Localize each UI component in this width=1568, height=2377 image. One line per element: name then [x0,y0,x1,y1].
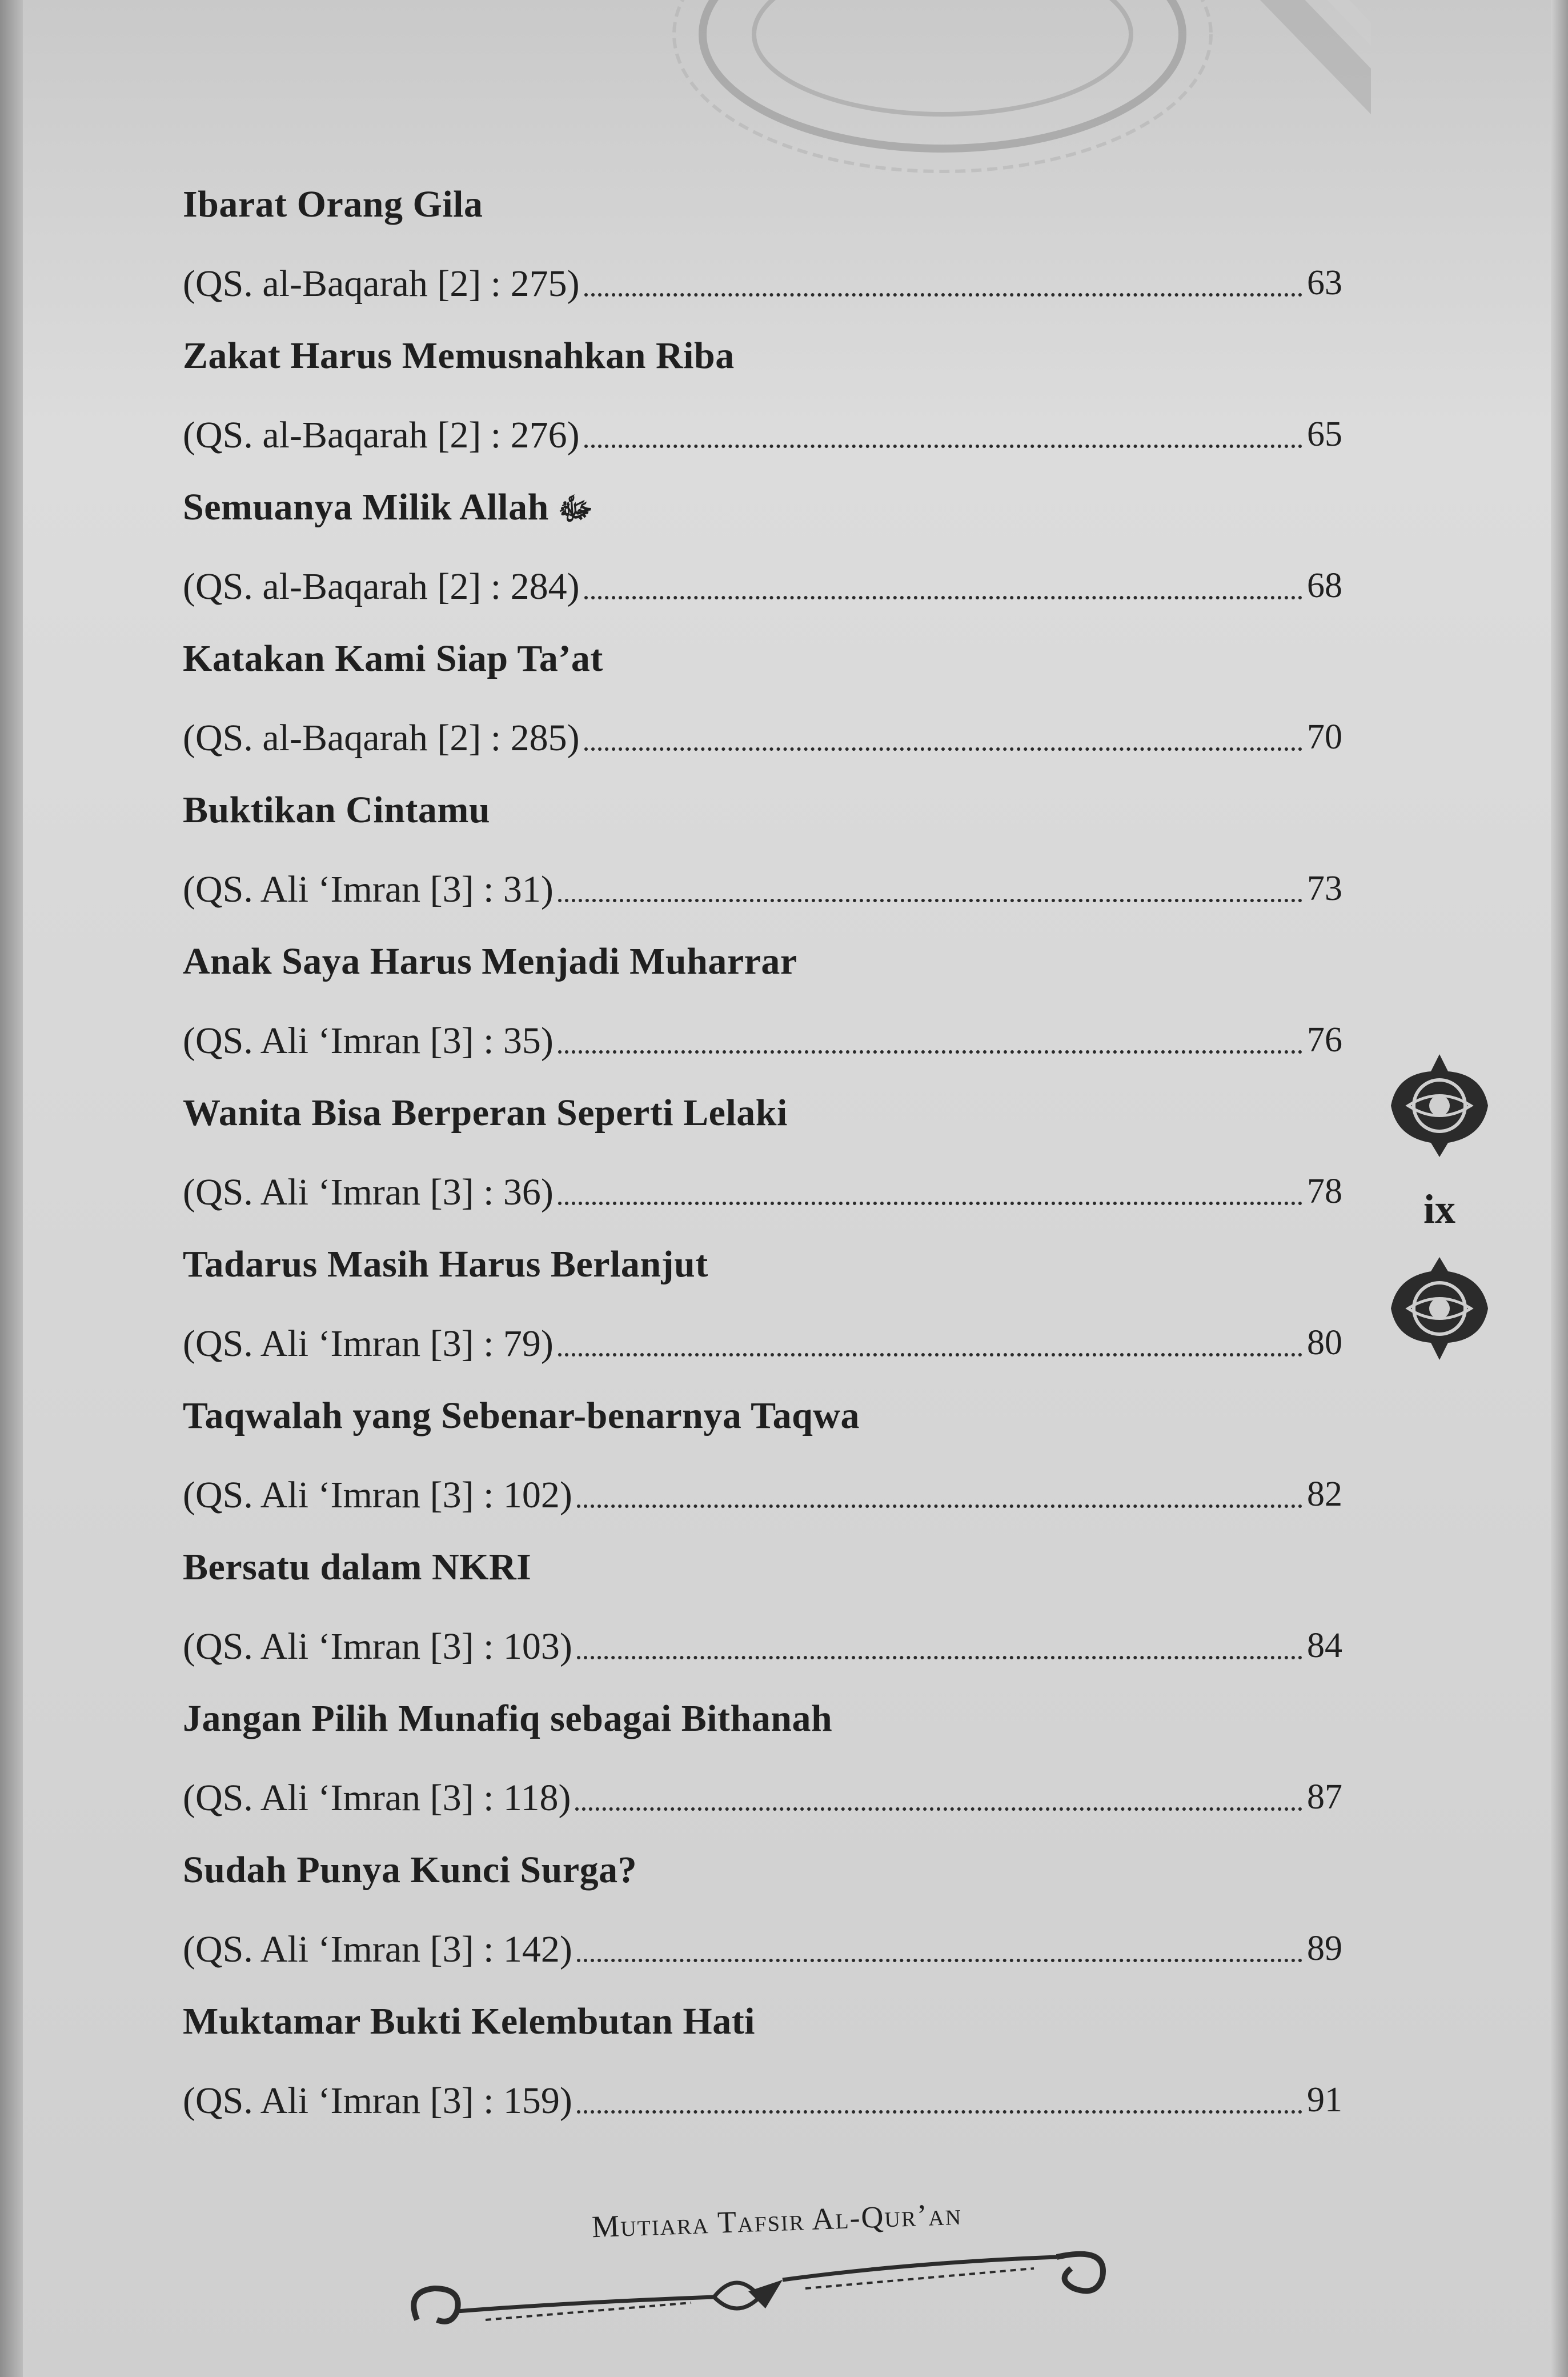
toc-entry-title-text: Ibarat Orang Gila [183,183,483,225]
running-footer-title: Mutiara Tafsir Al-Qur’an [591,2196,963,2244]
toc-entry-line [183,1768,1342,1820]
toc-entry-page-number: 91 [1307,2080,1342,2119]
toc-entry-reference: (QS. al-Baqarah [2] : 275) [183,263,580,305]
dot-leader [584,444,1302,448]
toc-entry [183,1394,1342,1546]
toc-entry-title [183,1697,832,1740]
toc-entry-title [183,789,490,832]
toc-entry-page-number: 63 [1307,263,1342,302]
toc-entry-line [183,1314,1342,1366]
toc-entry [183,2000,1342,2151]
toc-entry-title-text: Muktamar Bukti Kelembutan Hati [183,2000,756,2042]
toc-entry-title [183,1091,788,1135]
toc-entry-line [183,2071,1342,2123]
toc-entry-title-text: Semuanya Milik Allah [183,486,549,528]
toc-entry-title [183,1848,637,1892]
toc-entry-title-text: Tadarus Masih Harus Berlanjut [183,1243,708,1285]
toc-entry-title-text: Jangan Pilih Munafiq sebagai Bithanah [183,1698,833,1739]
toc-entry [183,1091,1342,1243]
toc-entry-title-text: Wanita Bisa Berperan Seperti Lelaki [183,1092,788,1134]
toc-entry-title [183,486,593,535]
page-right-edge [1551,0,1568,2377]
dot-leader [584,747,1302,751]
toc-entry-line [183,709,1342,760]
toc-entry-reference: (QS. Ali ‘Imran [3] : 31) [183,869,554,910]
toc-entry-line [183,1617,1342,1668]
toc-entry-page-number: 65 [1307,415,1342,454]
toc-entry-reference: (QS. Ali ‘Imran [3] : 102) [183,1474,572,1516]
toc-entry-page-number: 70 [1307,718,1342,757]
toc-entry-title [183,637,603,681]
toc-entry-reference: (QS. al-Baqarah [2] : 284) [183,566,580,607]
dot-leader [584,595,1302,599]
toc-entry-page-number: 82 [1307,1475,1342,1514]
toc-entry [183,1546,1342,1697]
toc-entry [183,637,1342,789]
toc-entry [183,940,1342,1091]
toc-entry-page-number: 68 [1307,566,1342,605]
toc-entry-page-number: 89 [1307,1929,1342,1968]
arabesque-ornament-icon [1385,1051,1494,1160]
toc-entry-title-text: Taqwalah yang Sebenar-benarnya Taqwa [183,1395,860,1436]
toc-entry-line [183,254,1342,306]
toc-entry [183,486,1342,637]
toc-entry-page-number: 76 [1307,1021,1342,1059]
toc-entry-line [183,1466,1342,1517]
dot-leader [577,1504,1302,1508]
toc-entry-line [183,1011,1342,1063]
dot-leader [558,898,1302,902]
toc-entry [183,334,1342,486]
scroll-flourish-icon [394,2234,1125,2348]
toc-entry-title [183,334,735,378]
dot-leader [575,1807,1302,1811]
toc-entry [183,1848,1342,2000]
toc-entry-page-number: 73 [1307,869,1342,908]
toc-entry-title [183,1243,708,1286]
toc-entry-title [183,183,483,226]
toc-entry-reference: (QS. Ali ‘Imran [3] : 142) [183,1928,572,1970]
toc-entry-title-text: Buktikan Cintamu [183,789,491,831]
dot-leader [584,293,1302,297]
toc-entry-title [183,2000,755,2043]
page-left-edge [0,0,23,2377]
toc-entry-reference: (QS. Ali ‘Imran [3] : 35) [183,1020,554,1062]
dot-leader [558,1352,1302,1356]
toc-entry-title-text: Bersatu dalam NKRI [183,1546,532,1588]
table-of-contents [183,183,1342,2151]
toc-entry-title-text: Anak Saya Harus Menjadi Muharrar [183,941,797,982]
toc-entry-title-text: Zakat Harus Memusnahkan Riba [183,335,735,377]
toc-entry-line [183,1163,1342,1214]
toc-entry-line [183,860,1342,911]
toc-entry-page-number: 87 [1307,1778,1342,1816]
toc-entry [183,1243,1342,1394]
toc-entry-title [183,1546,531,1589]
toc-entry [183,1697,1342,1848]
dot-leader [558,1050,1302,1054]
toc-entry-reference: (QS. al-Baqarah [2] : 276) [183,414,580,456]
arabesque-ornament-icon [1385,1254,1494,1363]
dot-leader [577,2110,1302,2114]
toc-entry [183,183,1342,334]
toc-entry-title [183,1394,860,1438]
toc-entry-line [183,1920,1342,1971]
toc-entry [183,789,1342,940]
dot-leader [577,1655,1302,1659]
toc-entry-reference: (QS. Ali ‘Imran [3] : 103) [183,1626,572,1667]
toc-entry-reference: (QS. Ali ‘Imran [3] : 159) [183,2080,572,2122]
dot-leader [577,1958,1302,1962]
toc-entry-title [183,940,797,983]
toc-entry-title-text: Katakan Kami Siap Ta’at [183,638,603,679]
toc-entry-reference: (QS. Ali ‘Imran [3] : 79) [183,1323,554,1364]
toc-entry-page-number: 84 [1307,1626,1342,1665]
toc-entry-line [183,406,1342,457]
toc-entry-line [183,557,1342,609]
toc-entry-reference: (QS. Ali ‘Imran [3] : 118) [183,1777,571,1819]
toc-entry-reference: (QS. Ali ‘Imran [3] : 36) [183,1171,554,1213]
page-number: ix [1423,1186,1455,1232]
toc-entry-reference: (QS. al-Baqarah [2] : 285) [183,717,580,759]
honorific-glyph: ﷻ [558,492,593,526]
toc-entry-page-number: 78 [1307,1172,1342,1211]
dot-leader [558,1201,1302,1205]
toc-entry-page-number: 80 [1307,1323,1342,1362]
toc-entry-title-text: Sudah Punya Kunci Surga? [183,1849,637,1891]
